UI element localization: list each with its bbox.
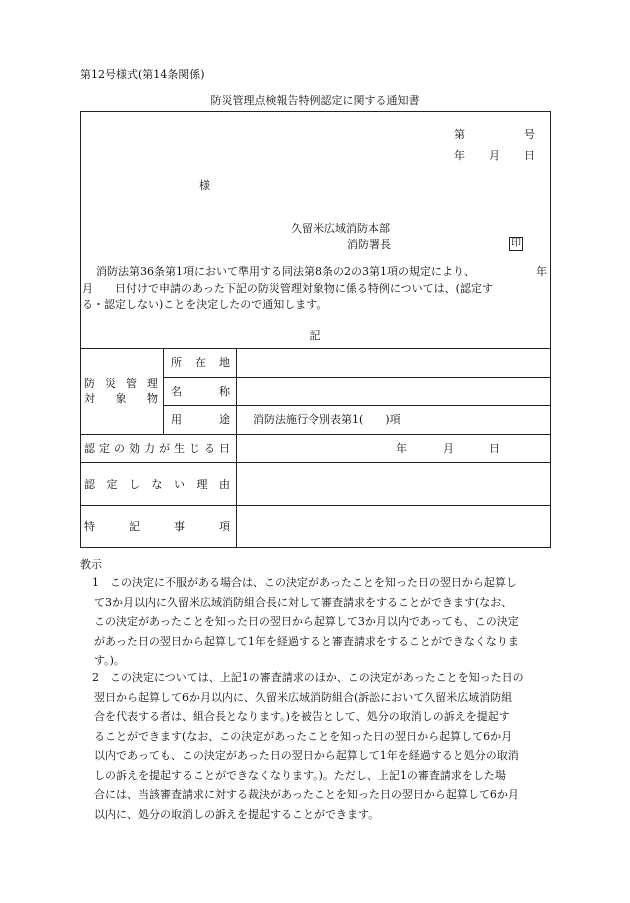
use-label: 用 途 bbox=[171, 413, 230, 426]
date-day-label: 日 bbox=[524, 149, 535, 162]
value-column-rule bbox=[236, 348, 237, 548]
remarks-label: 特 記 事 項 bbox=[84, 520, 230, 533]
body-line-2: 月 日付けで申請のあった下記の防災管理対象物に係る特例については、(認定す bbox=[82, 282, 493, 295]
location-label: 所 在 地 bbox=[171, 356, 230, 369]
issuer-organization: 久留米広域消防本部 bbox=[291, 222, 390, 235]
body-line-1: 消防法第36条第1項において準用する同法第8条の2の3第1項の規定により、 bbox=[96, 265, 475, 278]
name-label: 名 称 bbox=[171, 385, 230, 398]
body-line-3: る・認定しない)ことを決定したので通知します。 bbox=[82, 298, 328, 311]
row-rule-5 bbox=[80, 505, 551, 506]
page-title: 防災管理点検報告特例認定に関する通知書 bbox=[210, 94, 420, 107]
effective-month-label: 月 bbox=[443, 442, 454, 455]
addressee-suffix: 様 bbox=[199, 179, 210, 192]
object-label-line-2: 対 象 物 bbox=[84, 392, 158, 405]
number-suffix: 号 bbox=[524, 128, 535, 141]
issuer-title: 消防署長 bbox=[347, 238, 391, 251]
use-value: 消防法施行令別表第1( )項 bbox=[253, 413, 401, 426]
number-prefix: 第 bbox=[454, 128, 465, 141]
form-number: 第12号様式(第14条関係) bbox=[80, 68, 205, 81]
object-column-rule bbox=[163, 348, 164, 434]
date-year-label: 年 bbox=[454, 149, 465, 162]
effective-date-label: 認 定 の 効 力 が 生 じ る 日 bbox=[84, 442, 230, 455]
row-rule-1 bbox=[163, 377, 551, 378]
object-label-line-1: 防 災 管 理 bbox=[84, 377, 158, 390]
instruction-item-1: 1 この決定に不服がある場合は、この決定があったことを知った日の翌日から起算し て3か月以内に久留米広域消防組合長に対して審査請求をすることができます(なお、 この決定があったことを知った日の翌日から起算して3か月以内であっても、この決定 があった日の翌日から起算して1年を経過すると審査請求をすることができなくなりま す。)。 bbox=[92, 576, 519, 667]
body-line-1-year: 年 bbox=[536, 265, 547, 278]
effective-year-label: 年 bbox=[396, 442, 407, 455]
effective-day-label: 日 bbox=[489, 442, 500, 455]
reason-label: 認 定 し な い 理 由 bbox=[84, 478, 230, 491]
seal-mark: 印 bbox=[511, 238, 521, 249]
instruction-item-2: 2 この決定については、上記1の審査請求のほか、この決定があったことを知った日の 翌日から起算して6か月以内に、久留米広域消防組合(訴訟において久留米広域消防組 合を代表する者は、組合長となります。)を被告として、処分の取消しの訴えを提起す ることができます(なお、この決定があったことを知った日の翌日から起算して6か月 以内であっても、この決定があった日の翌日から起算して1年を経過すると処分の取消 しの訴えを提起することができなくなります。)。ただし、上記1の審査請求をした場 合には、当該審査請求に対する裁決があったことを知った日の翌日から起算して6か月 以内に、処分の取消しの訴えを提起することができます。 bbox=[92, 671, 524, 821]
instructions-heading: 教示 bbox=[80, 558, 102, 571]
row-rule-3 bbox=[80, 434, 551, 435]
date-month-label: 月 bbox=[489, 149, 500, 162]
row-rule-4 bbox=[80, 462, 551, 463]
ki-heading: 記 bbox=[309, 329, 321, 342]
table-top-rule bbox=[80, 348, 551, 349]
row-rule-2 bbox=[163, 405, 551, 406]
